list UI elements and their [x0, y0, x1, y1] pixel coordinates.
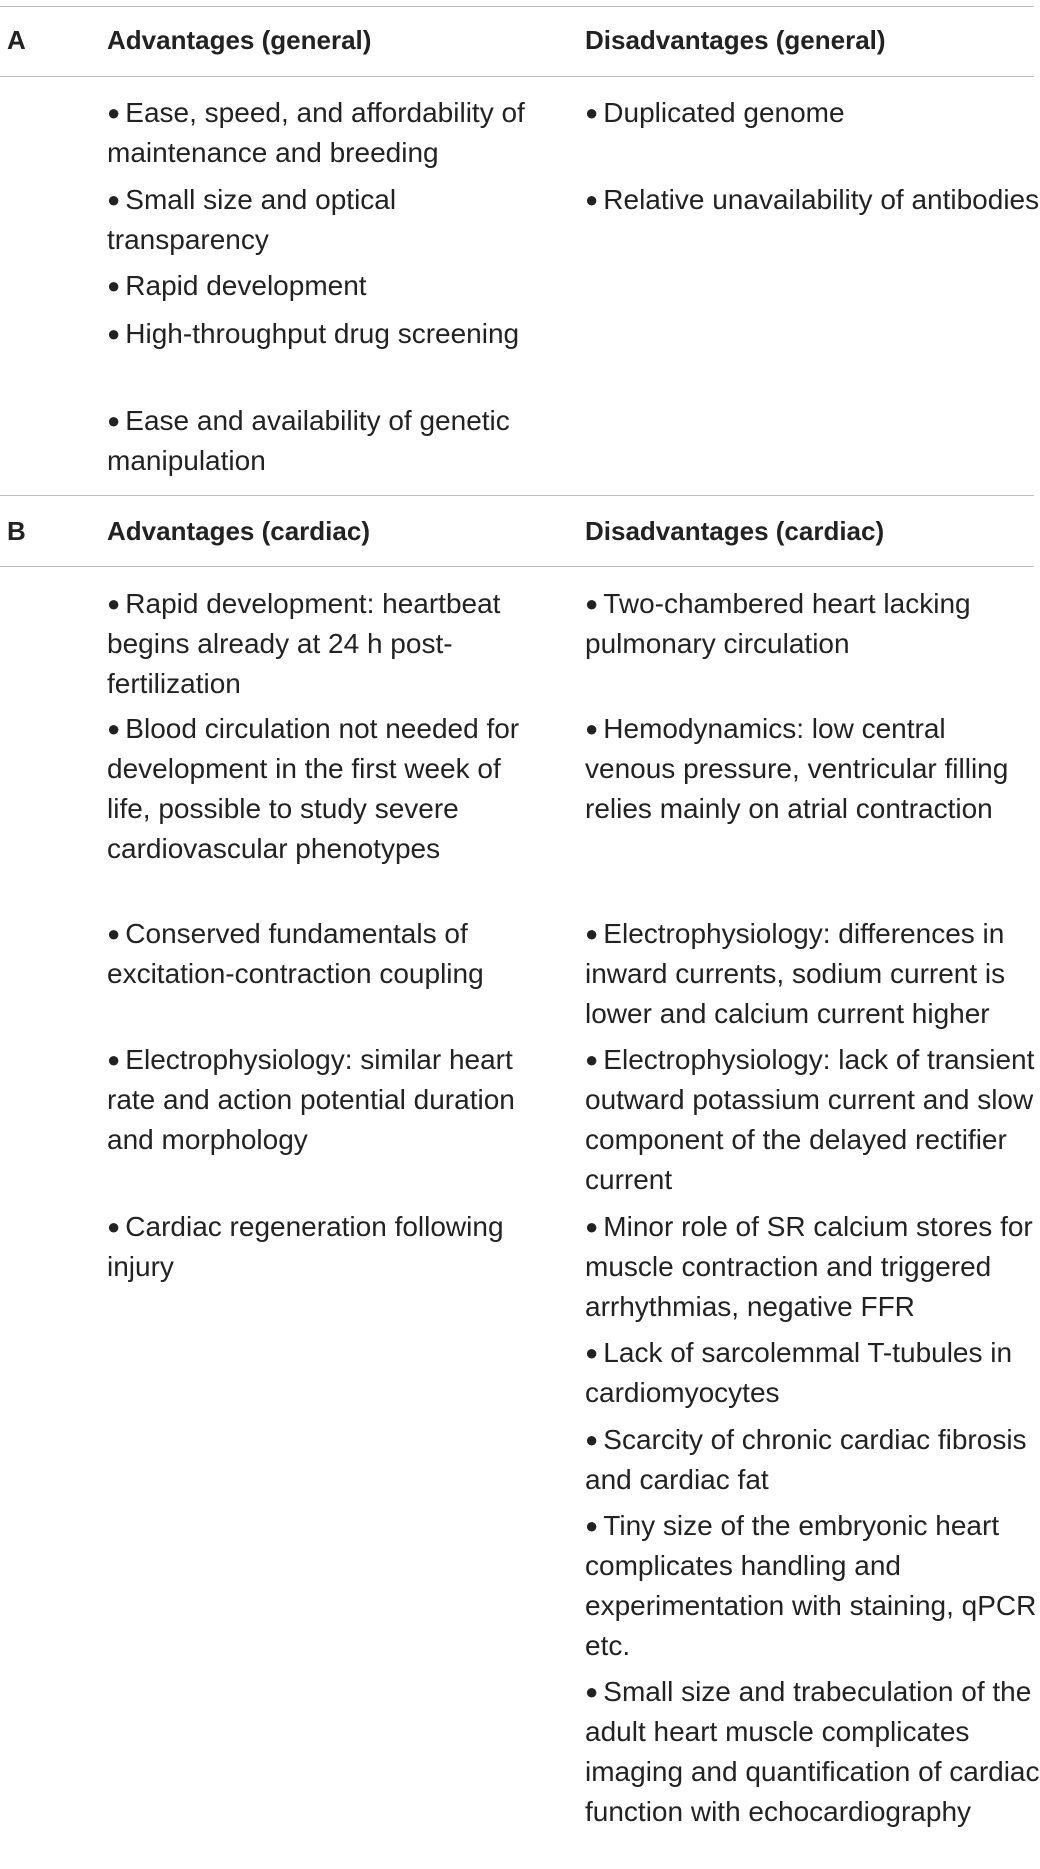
list-item: ● Scarcity of chronic cardiac fibrosis and cardiac fat	[585, 1420, 1040, 1500]
list-item: ● Blood circulation not needed for development in the first week of life, possible to study severe cardiovascular phenotypes	[107, 709, 527, 869]
list-item: ● Relative unavailability of antibodies	[585, 180, 1040, 220]
list-item: ● Tiny size of the embryonic heart complicates handling and experimentation with staining, qPCR etc.	[585, 1506, 1040, 1666]
bullet-icon: ●	[107, 1047, 121, 1072]
list-item: ● Electrophysiology: similar heart rate and action potential duration and morphology	[107, 1040, 527, 1160]
list-item: ● Minor role of SR calcium stores for muscle contraction and triggered arrhythmias, negative FFR	[585, 1207, 1040, 1327]
list-item: ● Ease and availability of genetic manipulation	[107, 401, 527, 481]
bullet-icon: ●	[585, 187, 599, 212]
list-item: ● Two-chambered heart lacking pulmonary circulation	[585, 584, 1040, 664]
list-item: ● Electrophysiology: lack of transient outward potassium current and slow component of the delayed rectifier current	[585, 1040, 1040, 1200]
bullet-icon: ●	[107, 591, 121, 616]
bullet-icon: ●	[585, 1340, 599, 1365]
bullet-icon: ●	[107, 187, 121, 212]
list-item: ● Rapid development	[107, 266, 527, 306]
section-a-label: A	[7, 25, 26, 55]
section-b-top-rule	[0, 495, 1034, 496]
list-item: ● Conserved fundamentals of excitation-contraction coupling	[107, 914, 527, 994]
bullet-icon: ●	[585, 1047, 599, 1072]
list-item: ● Small size and optical transparency	[107, 180, 527, 260]
bullet-icon: ●	[107, 1214, 121, 1239]
list-item: ● Rapid development: heartbeat begins already at 24 h post-fertilization	[107, 584, 527, 704]
bullet-icon: ●	[585, 1679, 599, 1704]
section-b-advantages-header: Advantages (cardiac)	[107, 516, 370, 546]
bullet-icon: ●	[585, 1513, 599, 1538]
bullet-icon: ●	[585, 1427, 599, 1452]
bullet-icon: ●	[585, 921, 599, 946]
bullet-icon: ●	[107, 273, 121, 298]
bullet-icon: ●	[107, 716, 121, 741]
bullet-icon: ●	[585, 1214, 599, 1239]
bullet-icon: ●	[107, 408, 121, 433]
top-rule	[0, 6, 1034, 7]
section-a-advantages-header: Advantages (general)	[107, 25, 372, 55]
list-item: ● Hemodynamics: low central venous pressure, ventricular filling relies mainly on atrial contraction	[585, 709, 1040, 829]
bullet-icon: ●	[107, 100, 121, 125]
list-item: ● Cardiac regeneration following injury	[107, 1207, 527, 1287]
section-b-label: B	[7, 516, 26, 546]
bullet-icon: ●	[107, 921, 121, 946]
list-item: ● Lack of sarcolemmal T-tubules in cardiomyocytes	[585, 1333, 1040, 1413]
list-item: ● Small size and trabeculation of the adult heart muscle complicates imaging and quantification of cardiac function with echocardiography	[585, 1672, 1040, 1832]
list-item: ● Duplicated genome	[585, 93, 1040, 133]
bullet-icon: ●	[585, 716, 599, 741]
list-item: ● Electrophysiology: differences in inward currents, sodium current is lower and calcium current higher	[585, 914, 1040, 1034]
list-item: ● High-throughput drug screening	[107, 314, 527, 354]
section-b-disadvantages-header: Disadvantages (cardiac)	[585, 516, 885, 546]
bullet-icon: ●	[585, 100, 599, 125]
list-item: ● Ease, speed, and affordability of maintenance and breeding	[107, 93, 527, 173]
section-a-header-rule	[0, 76, 1034, 77]
section-a-disadvantages-header: Disadvantages (general)	[585, 25, 886, 55]
section-b-header-rule	[0, 566, 1034, 567]
bullet-icon: ●	[585, 591, 599, 616]
bullet-icon: ●	[107, 321, 121, 346]
